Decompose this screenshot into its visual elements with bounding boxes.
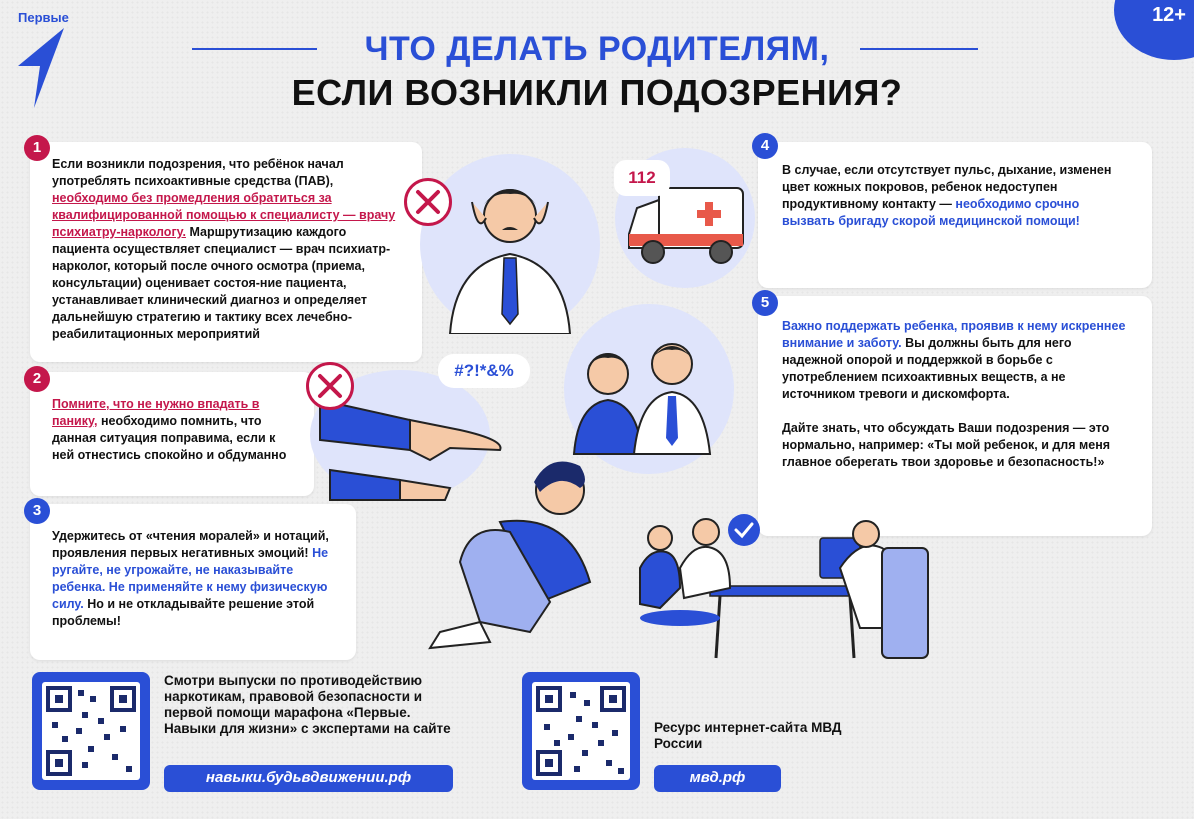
- brand-logo-text: Первые: [18, 10, 69, 25]
- step-5-text: Важно поддержать ребенка, проявив к нему искреннее внимание и заботу. Вы должны быть для него надежной опорой и поддержкой в борьбе с употреблением психоактивных веществ, а не источником тревоги и дискомфорта.: [782, 319, 1126, 401]
- step-card-2: [30, 372, 314, 496]
- step-5-example: Дайте знать, что обсуждать Ваши подозрения — это нормально, например: «Ты мой ребенок, и для меня главное оберегать твои здоровье и безопасность!»: [782, 421, 1111, 469]
- step-card-3: [30, 504, 356, 660]
- step-4-highlight: необходимо срочно вызвать бригаду скорой медицинской помощи!: [782, 197, 1080, 228]
- parent-child-support-illustration: [564, 304, 734, 474]
- step-card-5: [758, 296, 1152, 536]
- footer-link-mvd[interactable]: мвд.рф: [654, 765, 781, 792]
- step-number-2: 2: [24, 366, 50, 392]
- page-title-line1: ЧТО ДЕЛАТЬ РОДИТЕЛЯМ,: [364, 30, 830, 68]
- footer-right-description: Ресурс интернет-сайта МВД России: [654, 720, 842, 751]
- sitting-teen-icon: [420, 452, 620, 662]
- doctor-consultation-illustration: [620, 508, 940, 688]
- step-number-3: 3: [24, 498, 50, 524]
- step-card-1: [30, 142, 422, 362]
- footer-left-description: Смотри выпуски по противодействию наркотикам, правовой безопасности и первой помощи марафона «Первые. Навыки для жизни» с экспертами на сайте: [164, 673, 451, 736]
- dont-x-icon-1: [404, 178, 452, 226]
- sad-teen-illustration: [420, 452, 620, 662]
- emergency-number-bubble: 112: [614, 160, 670, 196]
- step-number-1: 1: [24, 135, 50, 161]
- consultation-icon: [620, 508, 940, 688]
- page-title-line2: ЕСЛИ ВОЗНИКЛИ ПОДОЗРЕНИЯ?: [291, 72, 903, 113]
- step-number-4: 4: [752, 133, 778, 159]
- step-1-text: Если возникли подозрения, что ребёнок начал употреблять психоактивные средства (ПАВ), необходимо без промедления обратиться за квалифицированной помощью к специалисту — врачу психиатру-наркологу. Маршрутизацию каждого пациента осуществляет специалист — врач психиатр-нарколог, который после очного осмотра (приема, консультации) оценивает состоя-ние пациента, устанавливает клинический диагноз и определяет дальнейшую стратегию и тактику всех лечебно-реабилитационных мероприятий: [52, 157, 396, 341]
- step-number-5: 5: [752, 290, 778, 316]
- step-2-highlight: Помните, что не нужно впадать в панику,: [52, 397, 260, 428]
- qr-code-mvd[interactable]: [522, 672, 640, 790]
- step-3-text: Удержитесь от «чтения моралей» и нотаций, проявления первых негативных эмоций! Не ругайте, не угрожайте, не наказывайте ребенка. Не применяйте к нему физическую силу. Но и не откладывайте решение этой проблемы!: [52, 529, 329, 628]
- step-card-4: [758, 142, 1152, 288]
- step-3-highlight: Не ругайте, не угрожайте, не наказывайте ребенка. Не применяйте к нему физическую силу.: [52, 546, 329, 611]
- step-4-text: В случае, если отсутствует пульс, дыхание, изменен цвет кожных покровов, ребенок недоступен продуктивному контакту — необходимо срочно вызвать бригаду скорой медицинской помощи!: [782, 163, 1112, 228]
- step-5-highlight: Важно поддержать ребенка, проявив к нему искреннее внимание и заботу.: [782, 319, 1126, 350]
- angry-speech-bubble: #?!*&%: [438, 354, 530, 388]
- footer-link-navyki[interactable]: навыки.будьвдвижении.рф: [164, 765, 453, 792]
- step-2-text: Помните, что не нужно впадать в панику, необходимо помнить, что данная ситуация поправима, если к ней отнестись спокойно и обдуманно: [52, 397, 287, 462]
- qr-pattern-icon: [532, 682, 630, 780]
- qr-pattern-icon: [42, 682, 140, 780]
- parent-child-icon: [564, 304, 734, 474]
- qr-code-navyki[interactable]: [32, 672, 150, 790]
- age-rating-badge: 12+: [1152, 4, 1186, 26]
- step-1-highlight: необходимо без промедления обратиться за квалифицированной помощью к специалисту — врачу психиатру-наркологу.: [52, 191, 396, 239]
- dont-x-icon-2: [306, 362, 354, 410]
